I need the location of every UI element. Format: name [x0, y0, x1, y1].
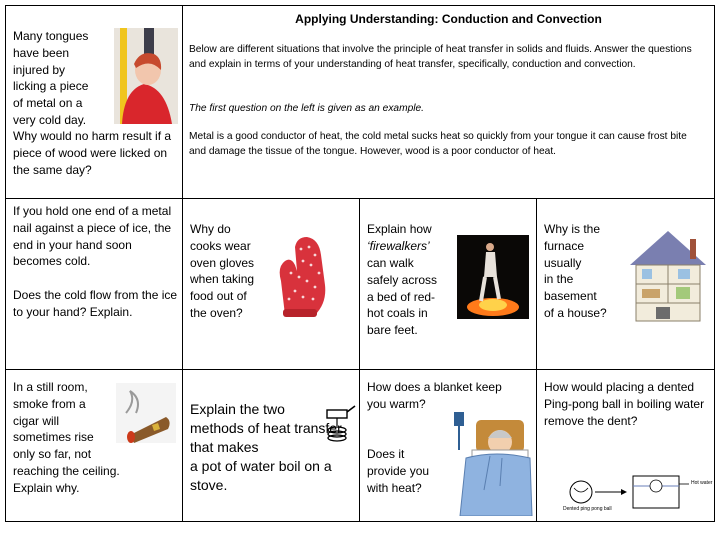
firewalkers-term: ‘firewalkers’: [367, 239, 430, 253]
cell-smoke: [5, 369, 183, 522]
cell-gloves: [182, 198, 360, 370]
cell-instructions: [182, 5, 715, 199]
smoke-question-text: In a still room, smoke from a cigar will sometimes rise only so far, not reaching the ceiling. Explain why.: [13, 380, 120, 495]
cell-tongue: [5, 5, 183, 199]
firewalker-photo: [457, 235, 529, 319]
furnace-question-text: Why is the furnace usually in the basement of a house?: [544, 222, 607, 320]
pingpong-diagram: [561, 470, 711, 520]
nail-question-text: If you hold one end of a metal nail against a piece of ice, the end in your hand soon becomes cold. Does the cold flow from the ice to your hand? Explain.: [13, 204, 178, 319]
gloves-question-text: Why do cooks wear oven gloves when taking food out of the oven?: [190, 222, 255, 320]
blanket-question-text: How does a blanket keep you warm? Does it provide you with heat?: [367, 380, 502, 495]
cell-pot: [182, 369, 360, 522]
cell-furnace: [536, 198, 715, 370]
oven-glove-image: [275, 233, 335, 319]
pot-question-text: Explain the two methods of heat transfer that makes a pot of water boil on a stove.: [190, 401, 342, 493]
example-note: The first question on the left is given as an example.: [189, 103, 425, 114]
pingpong-question-text: How would placing a dented Ping-pong ball in boiling water remove the dent?: [544, 380, 705, 428]
cell-pingpong: [536, 369, 715, 522]
tongue-question-text: Why would no harm result if a piece of wood were licked on the same day?: [13, 129, 172, 177]
cell-nail: [5, 198, 183, 370]
firewalkers-question-text: can walk safely across a bed of red- hot coals in bare feet.: [367, 256, 438, 338]
hot-water-label: Hot water: [691, 480, 713, 486]
worksheet-title: Applying Understanding: Conduction and Convection: [295, 12, 602, 26]
child-licking-pole-photo: [114, 28, 178, 124]
worksheet-table: [5, 5, 715, 522]
cell-blanket: [359, 369, 537, 522]
tongue-scenario-text: Many tongues have been injured by licking a piece of metal on a very cold day.: [13, 29, 89, 127]
example-answer: Metal is a good conductor of heat, the cold metal sucks heat so quickly from your tongue it can cause frost bite and damage the tissue of the tongue. However, wood is a poor conductor of heat.: [189, 131, 687, 157]
cell-firewalkers: [359, 198, 537, 370]
instructions-text: Below are different situations that involve the principle of heat transfer in solids and fluids. Answer the questions and explain in terms of your understanding of heat transfer, specifically, conduction and convection.: [189, 44, 692, 70]
cigar-smoke-image: [116, 383, 176, 443]
firewalkers-line1: Explain how: [367, 222, 432, 236]
house-cutaway-image: [626, 227, 710, 323]
person-under-blanket-image: [450, 406, 534, 516]
pot-on-stove-icon: [323, 400, 357, 444]
pingpong-ball-label: Dented ping pong ball: [563, 506, 612, 512]
